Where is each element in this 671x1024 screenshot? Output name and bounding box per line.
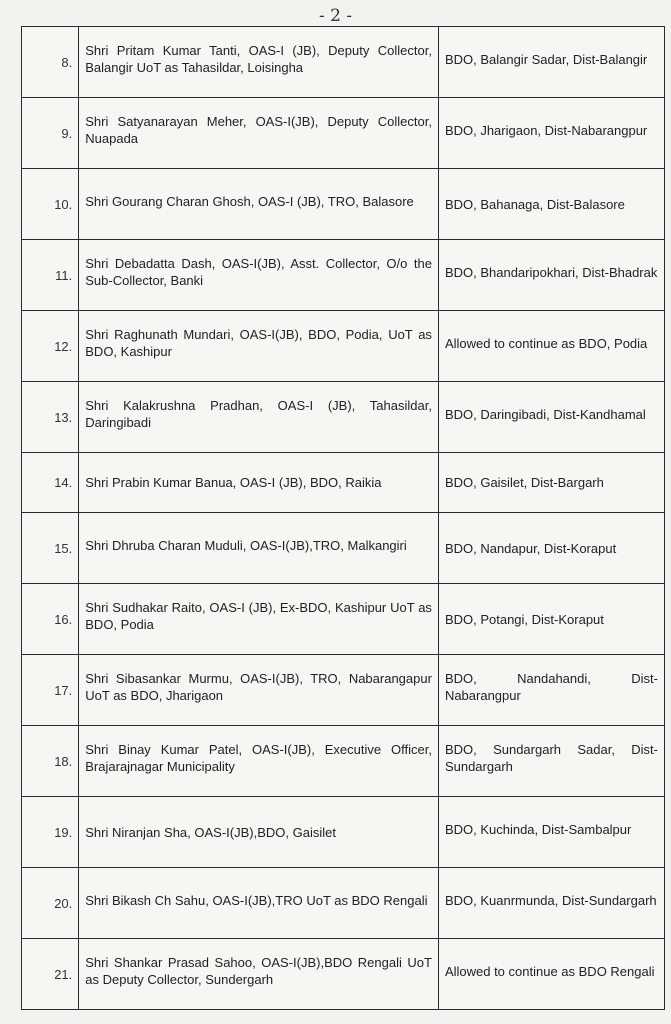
posting-details: BDO, Nandapur, Dist-Koraput	[438, 513, 664, 584]
posting-details: BDO, Bahanaga, Dist-Balasore	[438, 169, 664, 240]
posting-details: BDO, Daringibadi, Dist-Kandhamal	[438, 382, 664, 453]
table-row	[22, 382, 665, 453]
serial-number: 9.	[22, 98, 79, 169]
posting-table	[21, 26, 665, 1010]
serial-number: 11.	[22, 240, 79, 311]
table-row	[22, 868, 665, 939]
posting-details: BDO, Nandahandi, Dist-Nabarangpur	[438, 655, 664, 726]
officer-details: Shri Niranjan Sha, OAS-I(JB),BDO, Gaisilet	[79, 797, 439, 868]
table-row	[22, 311, 665, 382]
serial-number: 19.	[22, 797, 79, 868]
officer-details: Shri Kalakrushna Pradhan, OAS-I (JB), Tahasildar, Daringibadi	[79, 382, 439, 453]
posting-details: BDO, Gaisilet, Dist-Bargarh	[438, 453, 664, 513]
table-row	[22, 726, 665, 797]
posting-details: BDO, Kuanrmunda, Dist-Sundargarh	[438, 868, 664, 939]
serial-number: 21.	[22, 939, 79, 1010]
officer-details: Shri Dhruba Charan Muduli, OAS-I(JB),TRO, Malkangiri	[79, 513, 439, 584]
serial-number: 17.	[22, 655, 79, 726]
officer-details: Shri Sibasankar Murmu, OAS-I(JB), TRO, Nabarangapur UoT as BDO, Jharigaon	[79, 655, 439, 726]
posting-details: BDO, Sundargarh Sadar, Dist-Sundargarh	[438, 726, 664, 797]
officer-details: Shri Bikash Ch Sahu, OAS-I(JB),TRO UoT as BDO Rengali	[79, 868, 439, 939]
posting-details: BDO, Balangir Sadar, Dist-Balangir	[438, 27, 664, 98]
posting-details: BDO, Kuchinda, Dist-Sambalpur	[438, 797, 664, 868]
table-row	[22, 27, 665, 98]
officer-details: Shri Prabin Kumar Banua, OAS-I (JB), BDO, Raikia	[79, 453, 439, 513]
officer-details: Shri Satyanarayan Meher, OAS-I(JB), Deputy Collector, Nuapada	[79, 98, 439, 169]
serial-number: 20.	[22, 868, 79, 939]
officer-details: Shri Shankar Prasad Sahoo, OAS-I(JB),BDO Rengali UoT as Deputy Collector, Sundergarh	[79, 939, 439, 1010]
serial-number: 13.	[22, 382, 79, 453]
officer-details: Shri Debadatta Dash, OAS-I(JB), Asst. Collector, O/o the Sub-Collector, Banki	[79, 240, 439, 311]
posting-details: Allowed to continue as BDO Rengali	[438, 939, 664, 1010]
posting-details: BDO, Bhandaripokhari, Dist-Bhadrak	[438, 240, 664, 311]
serial-number: 12.	[22, 311, 79, 382]
posting-details: Allowed to continue as BDO, Podia	[438, 311, 664, 382]
posting-details: BDO, Potangi, Dist-Koraput	[438, 584, 664, 655]
serial-number: 16.	[22, 584, 79, 655]
table-row	[22, 655, 665, 726]
serial-number: 18.	[22, 726, 79, 797]
table-row	[22, 169, 665, 240]
serial-number: 8.	[22, 27, 79, 98]
posting-details: BDO, Jharigaon, Dist-Nabarangpur	[438, 98, 664, 169]
serial-number: 15.	[22, 513, 79, 584]
table-row	[22, 453, 665, 513]
officer-details: Shri Raghunath Mundari, OAS-I(JB), BDO, Podia, UoT as BDO, Kashipur	[79, 311, 439, 382]
page-number: - 2 -	[318, 6, 353, 26]
table-row	[22, 939, 665, 1010]
table-row	[22, 513, 665, 584]
serial-number: 14.	[22, 453, 79, 513]
officer-details: Shri Binay Kumar Patel, OAS-I(JB), Executive Officer, Brajarajnagar Municipality	[79, 726, 439, 797]
serial-number: 10.	[22, 169, 79, 240]
table-row	[22, 797, 665, 868]
table-row	[22, 584, 665, 655]
table-row	[22, 98, 665, 169]
officer-details: Shri Sudhakar Raito, OAS-I (JB), Ex-BDO, Kashipur UoT as BDO, Podia	[79, 584, 439, 655]
officer-details: Shri Gourang Charan Ghosh, OAS-I (JB), TRO, Balasore	[79, 169, 439, 240]
table-row	[22, 240, 665, 311]
officer-details: Shri Pritam Kumar Tanti, OAS-I (JB), Deputy Collector, Balangir UoT as Tahasildar, Loisingha	[79, 27, 439, 98]
